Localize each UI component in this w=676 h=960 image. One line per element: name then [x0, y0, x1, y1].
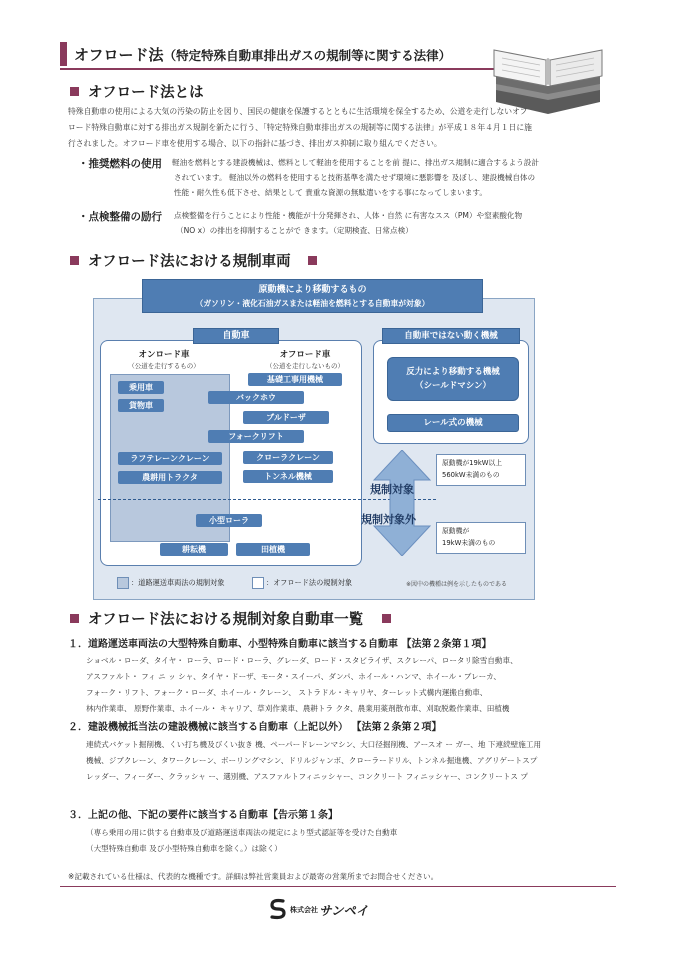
- not-regulated-label: 規制対象外: [361, 513, 416, 526]
- legend-offroad-text: ：オフロード法の規制対象: [266, 578, 353, 587]
- list-line: 林内作業車、 原野作業車、ホイール・ キャリア、草刈作業車、農耕トラ クタ、農業用薬剤散布車、刈取脱穀作業車、田植機: [86, 704, 510, 713]
- list-line: レッダー、フィーダー、クラッシャ ー、選別機、アスファルトフィニッシャー、コンクリート フィニッシャー、コンクリートス プ: [86, 772, 528, 781]
- item-forklift: フォークリフト: [208, 430, 304, 443]
- section-marker: [70, 256, 79, 265]
- bullet-line: 性能・耐久性も低下させ、結果として 貴重な資源の無駄遣いをする事になってしまいます。: [174, 188, 487, 197]
- item-jouyousha: 乗用車: [118, 381, 164, 394]
- company-logo-icon: [268, 898, 288, 920]
- offroad-label: オフロード車: [279, 350, 331, 360]
- banner-line: 原動機により移動するもの: [258, 285, 367, 295]
- legend-note: ※図中の機種は例を示したものである: [406, 581, 508, 588]
- list-item-1-body: [86, 653, 616, 717]
- section-marker: [382, 614, 391, 623]
- onroad-label: オンロード車: [138, 350, 190, 360]
- title-accent-bar: [60, 42, 67, 66]
- legend-onroad-text: ：道路運送車両法の規制対象: [131, 578, 225, 587]
- bullet-fuel-text: [172, 155, 612, 200]
- list-line: ショベル・ローダ、タイヤ・ ローラ、ロード・ローラ、グレーダ、ロード・スタビライザ、スクレーパ、ロータリ除雪自動車、: [86, 656, 518, 665]
- shield-line: （シールドマシン）: [414, 381, 492, 391]
- item-kouunki: 耕耘機: [160, 543, 228, 556]
- regulated-label: 規制対象: [370, 483, 414, 496]
- bullet-line: されています。 軽油以外の燃料を使用すると技術基準を満たせず環境に悪影響を 及ぼし、建設機械自体の: [174, 173, 536, 182]
- rail-machine-box: レール式の機械: [387, 414, 519, 432]
- page-title-main: オフロード法: [74, 46, 164, 64]
- section-marker: [70, 614, 79, 623]
- item-kiso: 基礎工事用機械: [248, 373, 342, 386]
- item-bulldozer: ブルドーザ: [243, 411, 329, 424]
- onroad-sub-label: （公道を走行するもの）: [128, 362, 200, 370]
- list-line: アスファルト・ フィ ニ ッ シャ、タイヤ・ドーザ、モータ・スイーパ、ダンパ、ホイール・ハンマ、ホイール・ブレーカ、: [86, 672, 501, 681]
- list-item-2-body: [86, 737, 616, 785]
- list-item-1-heading: １．道路運送車両法の大型特殊自動車、小型特殊自動車に該当する自動車 【法第２条第１項】: [68, 639, 492, 650]
- list-line: 連続式バケット掘削機、くい打ち機及びくい抜き 機、ペーパードレーンマシン、大口径掘削機、アースオ ー ガー、地 下連続壁施工用: [86, 740, 542, 749]
- bullet-line: （NO x）の排出を抑制することがで きます。（定期検査、日常点検）: [176, 226, 413, 235]
- offroad-sub-label: （公道を走行しないもの）: [266, 362, 344, 370]
- list-line: フォーク・リフト、フォーク・ローダ、ホイール・クレーン、 ストラドル・キャリヤ、ターレット式構内運搬自動車、: [86, 688, 488, 697]
- note-line: 原動機が19kW以上: [442, 459, 503, 467]
- intro-line: ロード特殊自動車に対する排出ガス規制を新たに行う、「特定特殊自動車排出ガスの規制等に関する法律」が平成１８年４月１日に施: [68, 123, 532, 132]
- bullet-maintenance-heading: ・点検整備の励行: [78, 211, 162, 223]
- legend-swatch-onroad: [117, 577, 129, 589]
- page-title: [74, 44, 451, 65]
- item-crawler-crane: クローラクレーン: [243, 451, 333, 464]
- footer-disclaimer: ※記載されている仕様は、代表的な機種です。詳細は弊社営業員および最寄の営業所までお問合せください。: [68, 872, 439, 881]
- company-prefix: 株式会社: [290, 906, 318, 914]
- note-line: 原動機が: [442, 527, 470, 535]
- item-backhoe: バックホウ: [208, 391, 304, 404]
- page-title-subtitle: （特定特殊自動車排出ガスの規制等に関する法律）: [163, 48, 452, 63]
- item-rough-terrain-crane: ラフテレーンクレーン: [118, 452, 222, 465]
- non-jidousha-label: 自動車ではない動く機械: [382, 328, 520, 344]
- section3-title: オフロード法における規制対象自動車一覧: [88, 612, 364, 628]
- item-tunnel-machine: トンネル機械: [243, 470, 333, 483]
- jidousha-label: 自動車: [193, 328, 279, 344]
- intro-line: 行されました。オフロード車を使用する場合、以下の指針に基づき、排出ガス抑制に取り組んでください。: [68, 139, 442, 148]
- note-19kw-to-560kw: [436, 454, 526, 486]
- item-kamotsusha: 貨物車: [118, 399, 164, 412]
- section-marker: [308, 256, 317, 265]
- list-item-3-heading: ３．上記の他、下記の要件に該当する自動車【告示第１条】: [68, 810, 338, 821]
- section1-intro: [68, 104, 618, 152]
- section1-title: オフロード法とは: [88, 85, 204, 101]
- bullet-maintenance-text: [174, 208, 614, 238]
- item-small-roller: 小型ローラ: [196, 514, 262, 527]
- list-line: （専ら乗用の用に供する自動車及び道路運送車両法の規定により型式認証等を受けた自動車: [86, 828, 398, 837]
- list-line: 機械、ジブクレーン、タワークレーン、ボーリングマシン、ドリルジャンボ、クローラードリル、トンネル掘進機、アグリゲートスプ: [86, 756, 538, 765]
- section-marker: [70, 87, 79, 96]
- bullet-line: 軽油を燃料とする建設機械は、燃料として軽油を使用することを前 提に、排出ガス規制に適合するよう設計: [172, 158, 539, 167]
- list-item-2-heading: ２．建設機械抵当法の建設機械に該当する自動車（上記以外） 【法第２条第２項】: [68, 722, 442, 733]
- note-line: 19kW未満のもの: [442, 539, 496, 547]
- banner-line: （ガソリン・液化石油ガスまたは軽油を燃料とする自動車が対象）: [195, 299, 430, 308]
- title-underline: [60, 68, 530, 70]
- shield-machine-box: [387, 357, 519, 401]
- bullet-line: 点検整備を行うことにより性能・機能が十分発揮され、人体・自然 に有害なスス（PM）や窒素酸化物: [174, 211, 523, 220]
- diagram-top-banner: [142, 279, 483, 313]
- double-arrow-icon: [372, 450, 432, 556]
- note-line: 560kW未満のもの: [442, 471, 500, 479]
- item-tauekiki: 田植機: [236, 543, 310, 556]
- section2-title: オフロード法における規制車両: [88, 254, 291, 270]
- shield-line: 反力により移動する機械: [406, 367, 500, 377]
- bullet-fuel-heading: ・推奨燃料の使用: [78, 158, 162, 170]
- legend-swatch-offroad: [252, 577, 264, 589]
- list-line: （大型特殊自動車 及び小型特殊自動車を除く。）は除く）: [86, 844, 282, 853]
- item-tractor: 農耕用トラクタ: [118, 471, 222, 484]
- list-item-3-body: [86, 825, 616, 857]
- note-under-19kw: [436, 522, 526, 554]
- company-name: サンペイ: [319, 903, 369, 918]
- footer-divider: [60, 886, 616, 887]
- intro-line: 特殊自動車の使用による大気の汚染の防止を図り、国民の健康を保護するとともに生活環境を保全するため、公道を走行しないオフ: [68, 107, 528, 116]
